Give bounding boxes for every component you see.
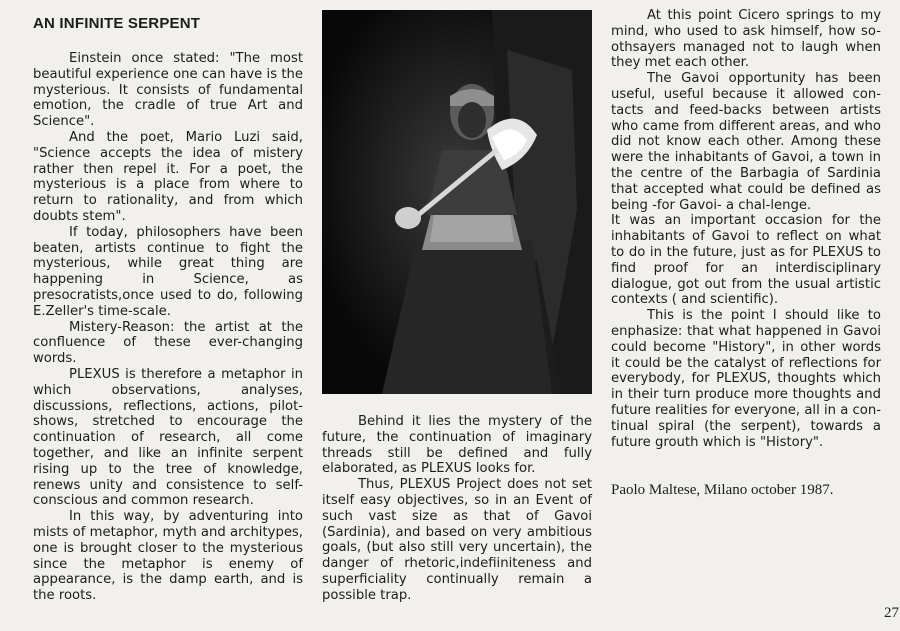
paragraph: It was an important occasion for the inhabitants of Gavoi to reflect on what to do in the future, just as for PLEXUS to find proof for an interdisciplinary dialogue, got out from the usual artistic contexts ( and scientific). xyxy=(611,213,881,308)
paragraph: And the poet, Mario Luzi said, "Science accepts the idea of mistery rather then repel it. For a poet, the mysterious is a place from where to return to rationality, and from which doubts stem". xyxy=(33,129,303,224)
author-signature: Paolo Maltese, Milano october 1987. xyxy=(611,482,834,498)
paragraph: Einstein once stated: "The most beautiful experience one can have is the mysterious. It consists of fundamental emotion, the cradle of true Art and Science". xyxy=(33,51,303,130)
paragraph: The Gavoi opportunity has been useful, useful because it allowed con-tacts and feed-backs between artists who came from different areas, and who did not know each other. Among these were the inhabitants of Gavoi, a town in the centre of the Barbagia of Sardinia that accepted what could be defined as being -for Gavoi- a chal-lenge. xyxy=(611,71,881,213)
paragraph: In this way, by adventuring into mists of metaphor, myth and architypes, one is brought closer to the mysterious since the metaphor is enemy of appearance, is the damp earth, and is the roots. xyxy=(33,509,303,604)
paragraph: If today, philosophers have been beaten, artists continue to fight the mysterious, while great thing are happening in Science, as presocratists,once used to do, following E.Zeller's time-scale. xyxy=(33,224,303,319)
paragraph: Behind it lies the mystery of the future, the continuation of imaginary threads still be defined and fully elaborated, as PLEXUS looks for. xyxy=(322,414,592,477)
masked-figure-photo xyxy=(322,10,592,394)
paragraph: Thus, PLEXUS Project does not set itself easy objectives, so in an Event of such vast size as that of Gavoi (Sardinia), and based on very ambitious goals, (but also still very uncertain), the danger of rhetoric,indefiiniteness and superficiality continually remain a possible trap. xyxy=(322,477,592,603)
paragraph: This is the point I should like to enphasize: that what happened in Gavoi could become "History", in other words it could be the catalyst of reflections for everybody, for PLEXUS, thoughts which in their turn produce more thoughts and future realities for everyone, all in a con-tinual spiral (the serpent), towards a future grouth which is "History". xyxy=(611,308,881,450)
paragraph: Mistery-Reason: the artist at the confluence of these ever-changing words. xyxy=(33,319,303,367)
paragraph: At this point Cicero springs to my mind, who used to ask himself, how so-othsayers managed not to laugh when they met each other. xyxy=(611,8,881,71)
text-column-right xyxy=(611,8,881,450)
article-title: AN INFINITE SERPENT xyxy=(33,15,201,32)
text-column-left xyxy=(33,51,303,604)
paragraph: PLEXUS is therefore a metaphor in which observations, analyses, discussions, reflections, actions, pilot-shows, stretched to encourage the continuation of research, all come together, and like an infinite serpent rising up to the tree of knowledge, renews unity and consistence to self-conscious and common research. xyxy=(33,366,303,509)
masked-figure-illustration xyxy=(322,10,592,394)
text-column-middle xyxy=(322,414,592,604)
page-number: 27 xyxy=(884,605,899,621)
